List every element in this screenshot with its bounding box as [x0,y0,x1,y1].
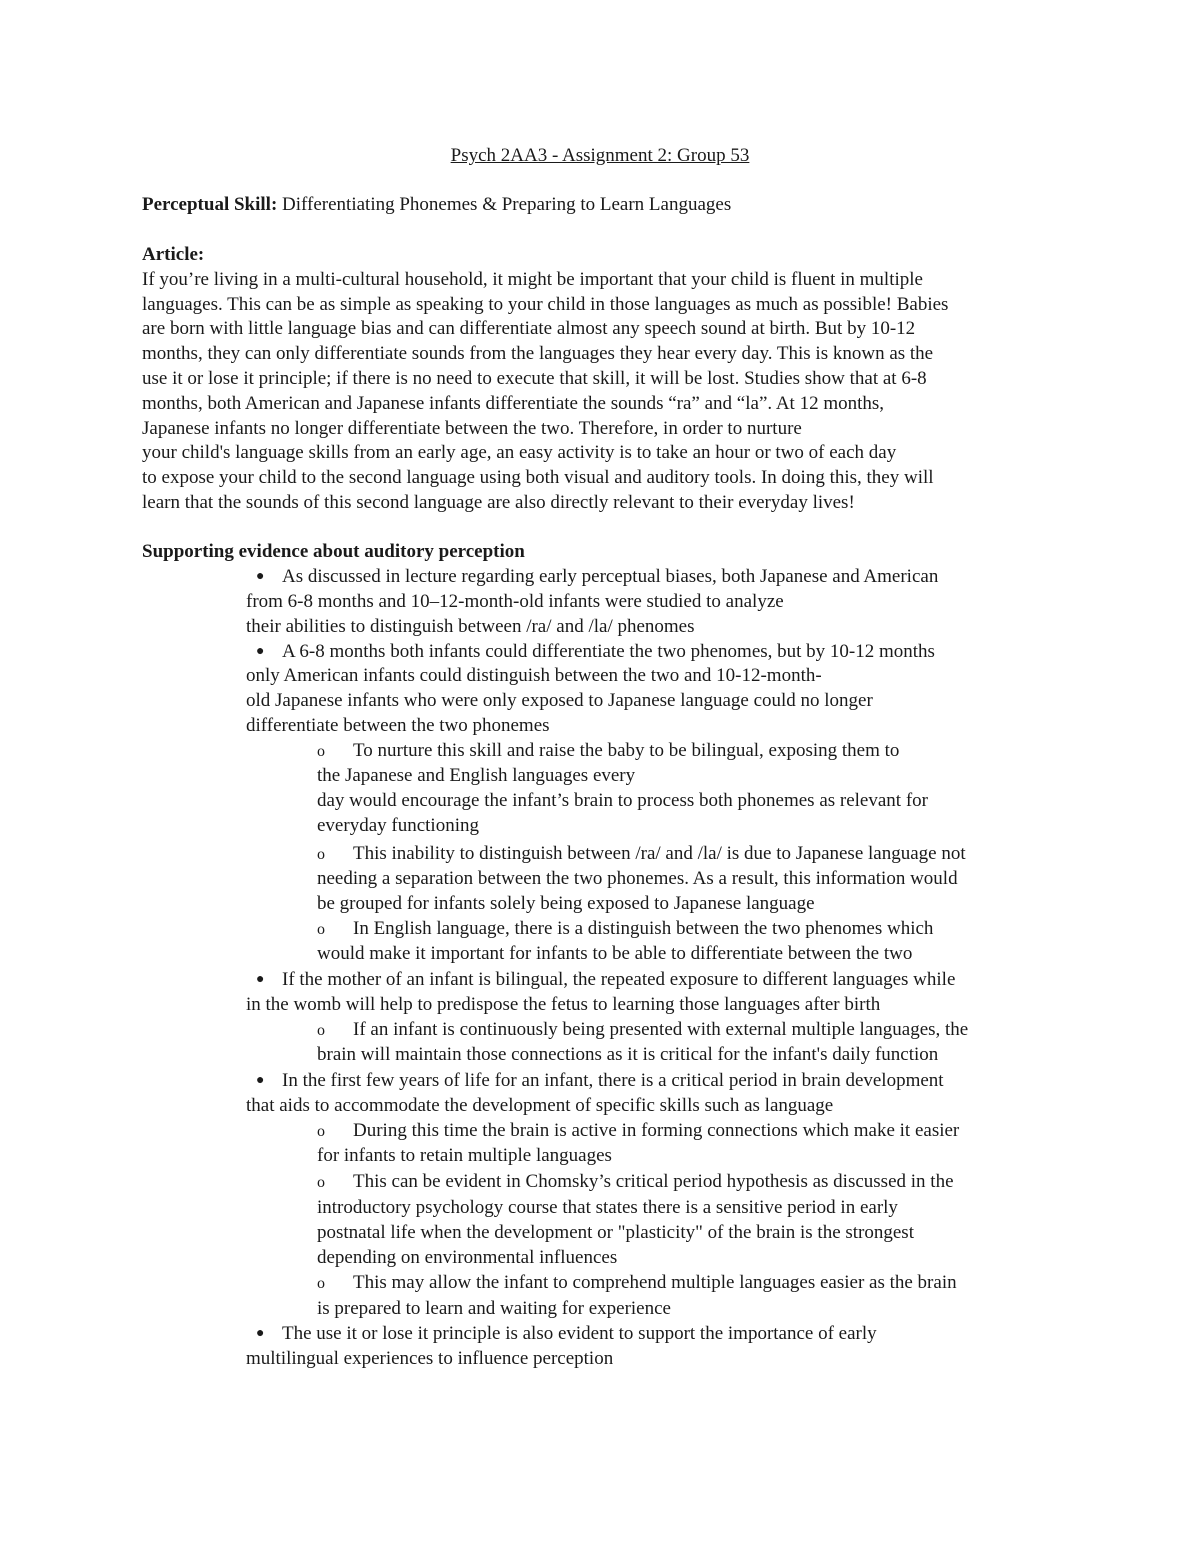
article-line: your child's language skills from an early age, an easy activity is to take an hour or two of each day [142,442,897,463]
bullet-item: ● The use it or lose it principle is also evident to support the importance of early [256,1323,877,1344]
sub-bullet-item: o During this time the brain is active in forming connections which make it easier [317,1118,959,1144]
sub-bullet-item: o In English language, there is a distinguish between the two phenomes which [317,916,933,942]
sub-bullet-item: o This may allow the infant to comprehend multiple languages easier as the brain [317,1270,957,1296]
circle-bullet-icon: o [317,1022,325,1039]
bullet-continuation: in the womb will help to predispose the fetus to learning those languages after birth [246,994,881,1015]
article-line: Japanese infants no longer differentiate between the two. Therefore, in order to nurture [142,418,802,439]
article-line: are born with little language bias and can differentiate almost any speech sound at birth. But by 10-12 [142,318,916,339]
bullet-continuation: their abilities to distinguish between /ra/ and /la/ phenomes [246,616,695,637]
evidence-heading: Supporting evidence about auditory perception [142,541,525,562]
bullet-item: ● As discussed in lecture regarding early perceptual biases, both Japanese and American [256,566,939,587]
sub-bullet-continuation: needing a separation between the two phonemes. As a result, this information would [317,868,958,889]
bullet-continuation: old Japanese infants who were only exposed to Japanese language could no longer [246,690,873,711]
bullet-item: ● A 6-8 months both infants could differentiate the two phenomes, but by 10-12 months [256,641,935,662]
document-title: Psych 2AA3 - Assignment 2: Group 53 [450,145,750,166]
article-line: months, both American and Japanese infants differentiate the sounds “ra” and “la”. At 12 months, [142,393,885,414]
article-line: months, they can only differentiate sounds from the languages they hear every day. This is known as the [142,343,934,364]
perceptual-skill-label: Perceptual Skill: [142,194,278,215]
sub-bullet-continuation: everyday functioning [317,815,479,836]
article-line: use it or lose it principle; if there is no need to execute that skill, it will be lost. Studies show that at 6-8 [142,368,927,389]
perceptual-skill-text: Differentiating Phonemes & Preparing to Learn Languages [277,194,732,215]
sub-bullet-continuation: depending on environmental influences [317,1247,618,1268]
sub-bullet-continuation: postnatal life when the development or "plasticity" of the brain is the strongest [317,1222,914,1243]
bullet-icon: ● [256,569,265,584]
bullet-continuation: multilingual experiences to influence perception [246,1348,614,1369]
sub-bullet-item: o This inability to distinguish between /ra/ and /la/ is due to Japanese language not [317,841,966,867]
article-line: languages. This can be as simple as speaking to your child in those languages as much as possible! Babies [142,294,949,315]
bullet-icon: ● [256,644,265,659]
bullet-continuation: differentiate between the two phonemes [246,715,550,736]
bullet-item: ● If the mother of an infant is bilingual, the repeated exposure to different languages while [256,969,956,990]
bullet-icon: ● [256,1326,265,1341]
sub-bullet-item: o To nurture this skill and raise the baby to be bilingual, exposing them to [317,738,899,764]
bullet-icon: ● [256,1073,265,1088]
sub-bullet-continuation: introductory psychology course that states there is a sensitive period in early [317,1197,898,1218]
circle-bullet-icon: o [317,921,325,938]
sub-bullet-item: o If an infant is continuously being presented with external multiple languages, the [317,1017,968,1043]
sub-bullet-continuation: be grouped for infants solely being exposed to Japanese language [317,893,815,914]
article-line: to expose your child to the second language using both visual and auditory tools. In doing this, they will [142,467,934,488]
circle-bullet-icon: o [317,743,325,760]
circle-bullet-icon: o [317,1123,325,1140]
article-line: learn that the sounds of this second language are also directly relevant to their everyday lives! [142,492,855,513]
article-label: Article: [142,244,205,265]
circle-bullet-icon: o [317,1275,325,1292]
article-line: If you’re living in a multi-cultural household, it might be important that your child is fluent in multiple [142,269,923,290]
bullet-continuation: that aids to accommodate the development of specific skills such as language [246,1095,834,1116]
circle-bullet-icon: o [317,846,325,863]
circle-bullet-icon: o [317,1174,325,1191]
sub-bullet-item: o This can be evident in Chomsky’s critical period hypothesis as discussed in the [317,1169,954,1195]
bullet-continuation: only American infants could distinguish between the two and 10-12-month- [246,665,822,686]
sub-bullet-continuation: brain will maintain those connections as it is critical for the infant's daily function [317,1044,939,1065]
perceptual-skill-line [142,192,731,217]
sub-bullet-continuation: day would encourage the infant’s brain to process both phonemes as relevant for [317,790,928,811]
bullet-icon: ● [256,972,265,987]
sub-bullet-continuation: for infants to retain multiple languages [317,1145,612,1166]
bullet-item: ● In the first few years of life for an infant, there is a critical period in brain development [256,1070,944,1091]
bullet-continuation: from 6-8 months and 10–12-month-old infants were studied to analyze [246,591,784,612]
sub-bullet-continuation: is prepared to learn and waiting for experience [317,1298,671,1319]
sub-bullet-continuation: the Japanese and English languages every [317,765,636,786]
sub-bullet-continuation: would make it important for infants to be able to differentiate between the two [317,943,913,964]
